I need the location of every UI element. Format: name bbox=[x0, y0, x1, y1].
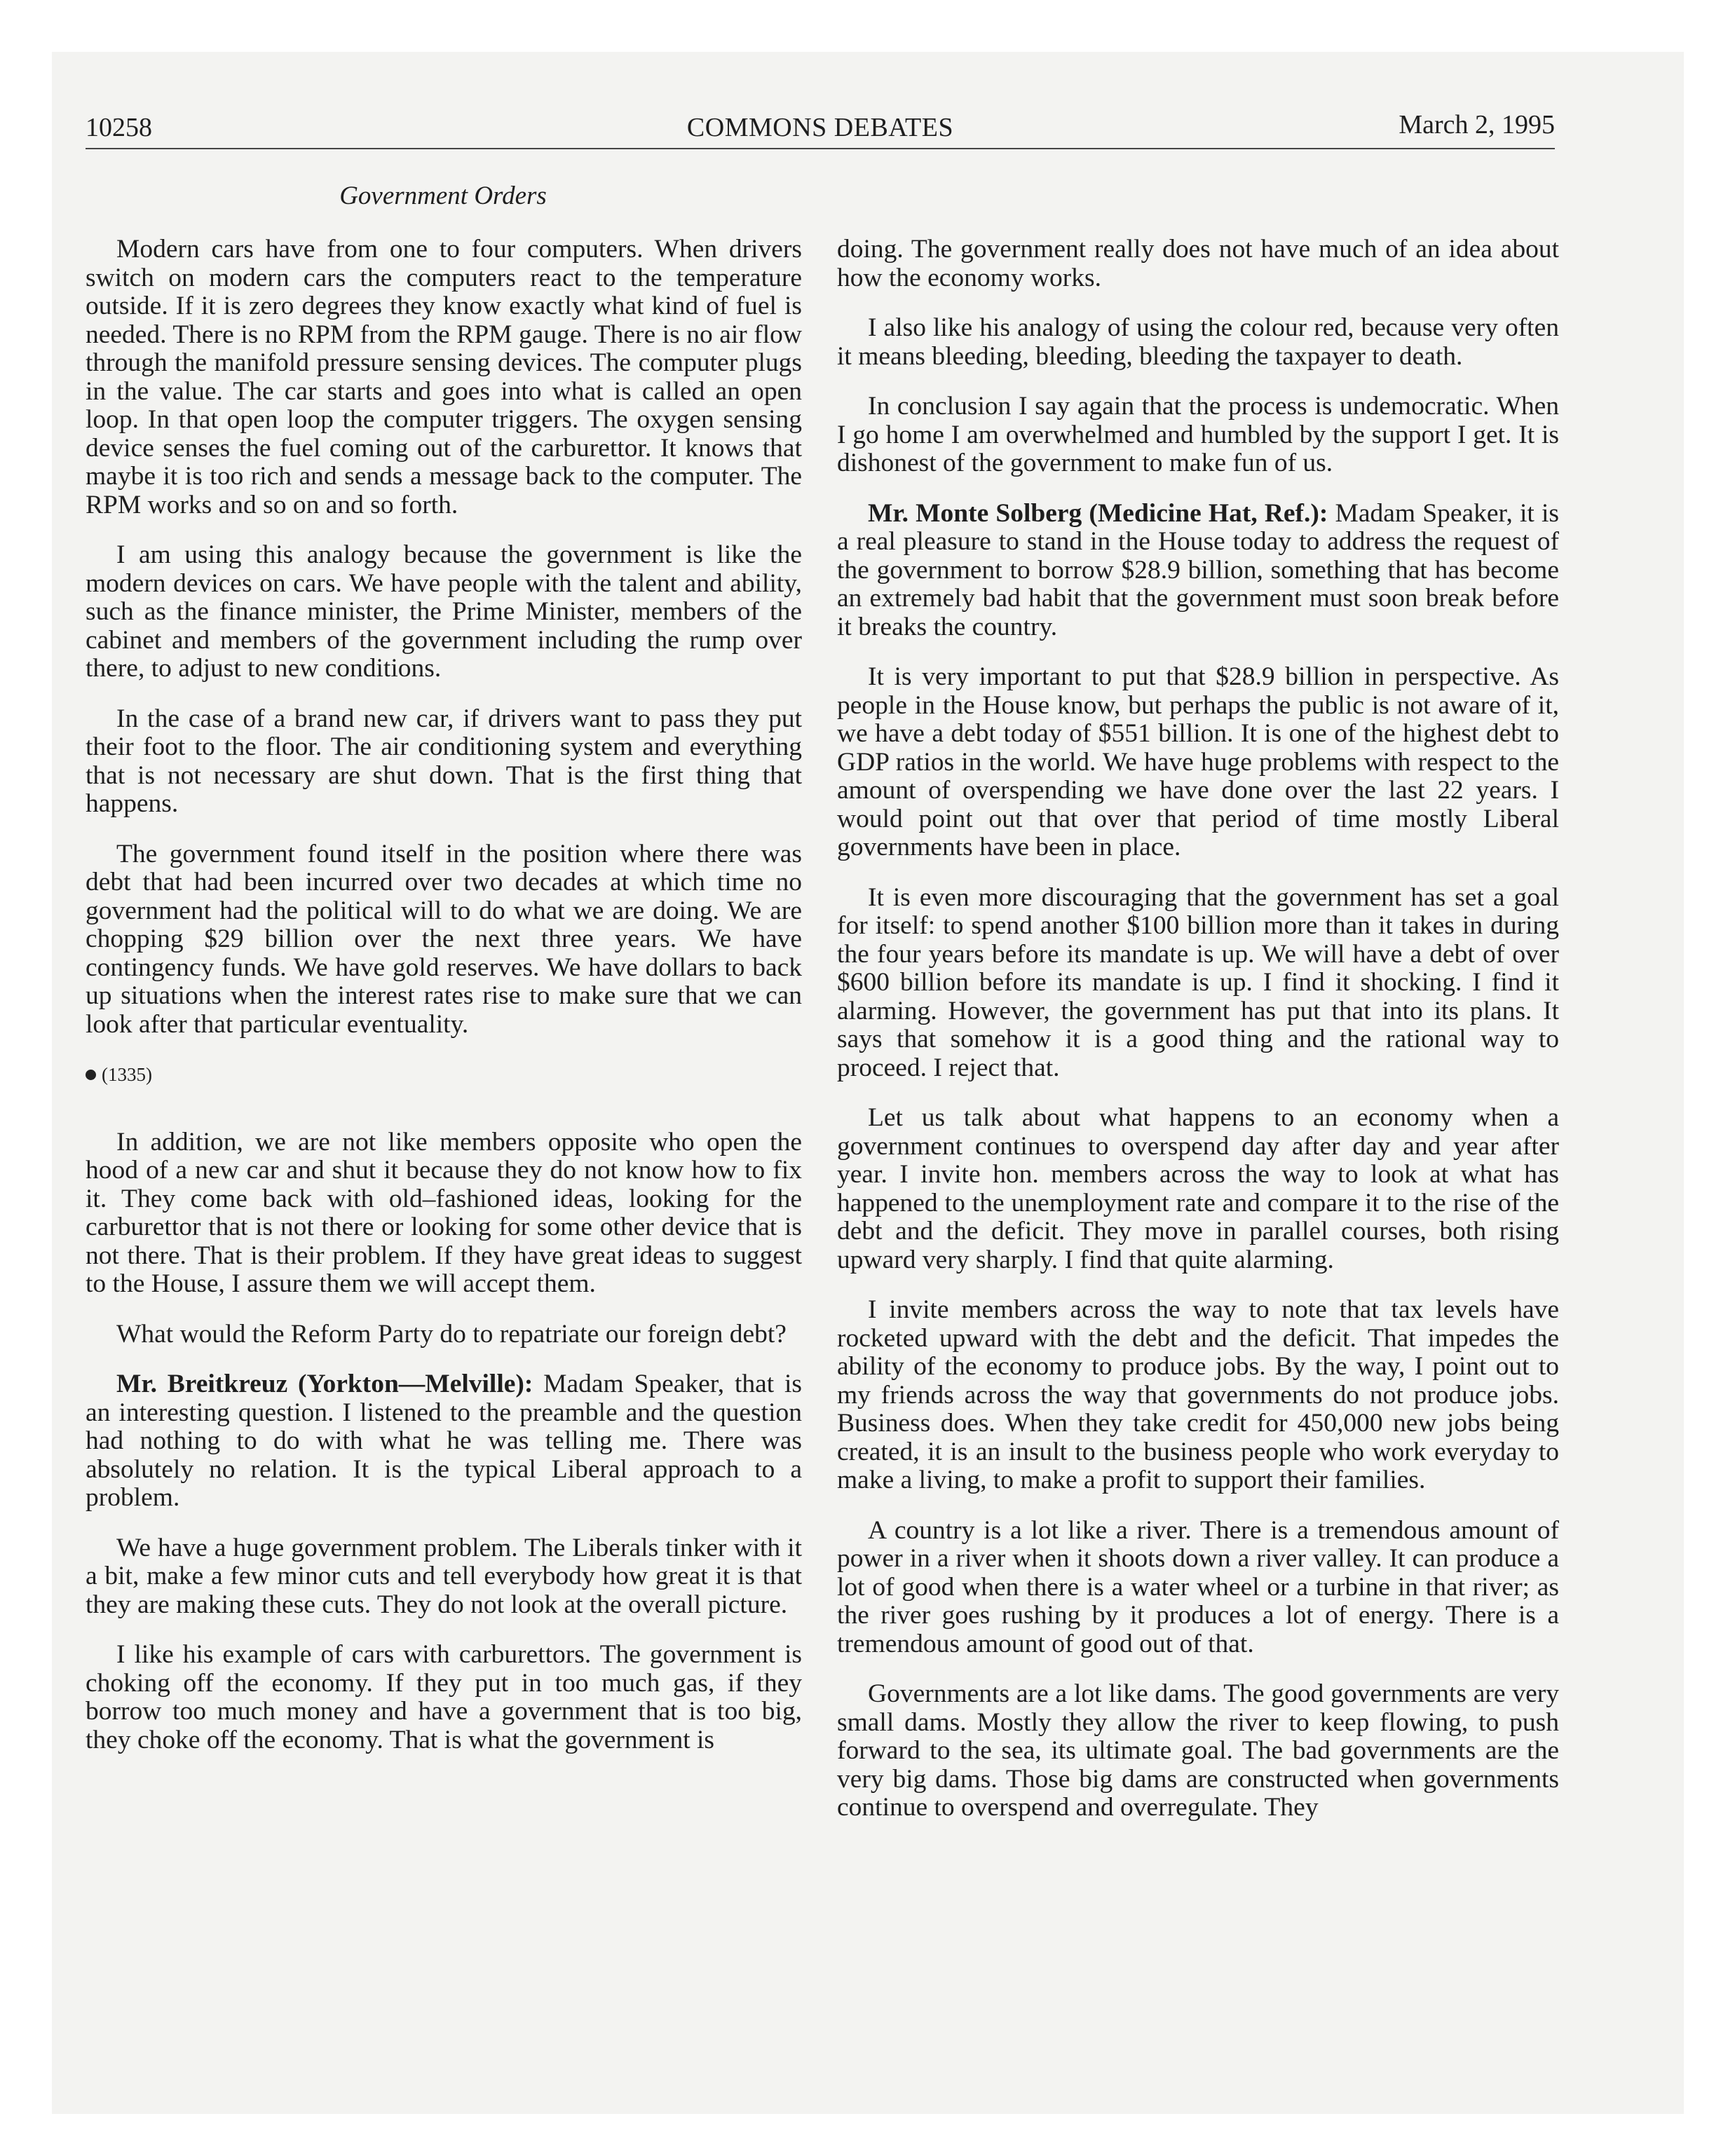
paragraph: Modern cars have from one to four computers. When drivers switch on modern cars the computers react to the temperature outside. If it is zero degrees they know exactly what kind of fuel is needed. There is no RPM from the RPM gauge. There is no air flow through the manifold pressure sensing devices. The computer plugs in the value. The car starts and goes into what is called an open loop. In that open loop the computer triggers. The oxygen sensing device senses the fuel coming out of the carburettor. It knows that maybe it is too rich and sends a message back to the computer. The RPM works and so on and so forth. bbox=[86, 235, 802, 519]
paragraph: Let us talk about what happens to an economy when a government continues to overspend day after day and year after year. I invite hon. members across the way to look at what has happened to the unemployment rate and compare it to the rise of the debt and the deficit. They move in parallel courses, both rising upward very sharply. I find that quite alarming. bbox=[837, 1103, 1559, 1274]
paragraph: It is even more discouraging that the government has set a goal for itself: to spend another $100 billion more than it takes in during the four years before its mandate is up. We will have a debt of over $600 billion before its mandate is up. I find it shocking. I find it alarming. However, the government has put that into its plans. It says that somehow it is a good thing and the rational way to proceed. I reject that. bbox=[837, 882, 1559, 1082]
paragraph: doing. The government really does not have much of an idea about how the economy works. bbox=[837, 235, 1559, 292]
paragraph: I also like his analogy of using the colour red, because very often it means bleeding, bleeding, bleeding the taxpayer to death. bbox=[837, 313, 1559, 371]
speech-text: Madam Speaker, it is a real pleasure to stand in the House today to address the request of the government to borrow $28.9 billion, something that has become an extremely bad habit that the government must soon break before it breaks the country. bbox=[837, 498, 1559, 641]
bullet-icon bbox=[86, 1070, 96, 1080]
header-rule bbox=[86, 148, 1555, 149]
paragraph: Governments are a lot like dams. The good governments are very small dams. Mostly they allow the river to keep flowing, to push forward to the sea, its ultimate goal. The bad governments are the very big dams. Those big dams are constructed when governments continue to overspend and overregulate. They bbox=[837, 1679, 1559, 1822]
paragraph: I invite members across the way to note that tax levels have rocketed upward with the debt and the deficit. That impedes the ability of the economy to produce jobs. By the way, I point out to my friends across the way that governments do not produce jobs. Business does. When they take credit for 450,000 new jobs being created, it is an insult to the business people who work everyday to make a living, to make a profit to support their families. bbox=[837, 1295, 1559, 1494]
paragraph: The government found itself in the position where there was debt that had been incurred over two decades at which time no government had the political will to do what we are doing. We are chopping $29 billion over the next three years. We have contingency funds. We have gold reserves. We have dollars to back up situations when the interest rates rise to make sure that we can look after that particular eventuality. bbox=[86, 839, 802, 1039]
paragraph: We have a huge government problem. The Liberals tinker with it a bit, make a few minor cuts and tell everybody how great it is that they are making these cuts. They do not look at the overall picture. bbox=[86, 1533, 802, 1619]
speech-paragraph bbox=[86, 1370, 802, 1513]
paragraph: What would the Reform Party do to repatriate our foreign debt? bbox=[116, 1319, 787, 1349]
speaker-name: Mr. Breitkreuz (Yorkton—Melville): bbox=[116, 1370, 533, 1398]
left-column bbox=[86, 236, 802, 1776]
page-header bbox=[86, 112, 1555, 151]
paragraph: A country is a lot like a river. There is a tremendous amount of power in a river when it shoots down a river valley. It can produce a lot of good when there is a water wheel or a turbine in that river; as the river goes rushing by it produces a lot of energy. There is a tremendous amount of good out of that. bbox=[837, 1515, 1559, 1658]
paragraph: I like his example of cars with carburettors. The government is choking off the economy. If they put in too much gas, if they borrow too much money and have a government that is too big, they choke off the economy. That is what the government is bbox=[86, 1640, 802, 1754]
paragraph: In the case of a brand new car, if drivers want to pass they put their foot to the floor. The air conditioning system and everything that is not necessary are shut down. That is the first thing that happens. bbox=[86, 704, 802, 818]
paragraph: In addition, we are not like members opposite who open the hood of a new car and shut it because they do not know how to fix it. They come back with old–fashioned ideas, looking for the carburettor that is not there or looking for some other device that is not there. That is their problem. If they have great ideas to suggest to the House, I assure them we will accept them. bbox=[86, 1127, 802, 1298]
paragraph: I am using this analogy because the government is like the modern devices on cars. We have people with the talent and ability, such as the finance minister, the Prime Minister, members of the cabinet and members of the government including the rump over there, to adjust to new conditions. bbox=[86, 540, 802, 683]
speaker-name: Mr. Monte Solberg (Medicine Hat, Ref.): bbox=[868, 498, 1328, 528]
publication-title: COMMONS DEBATES bbox=[686, 113, 954, 142]
section-title: Government Orders bbox=[339, 182, 547, 210]
page-date: March 2, 1995 bbox=[1399, 110, 1555, 139]
page-number: 10258 bbox=[86, 113, 152, 142]
paragraph: In conclusion I say again that the process is undemocratic. When I go home I am overwhelmed and humbled by the support I get. It is dishonest of the government to make fun of us. bbox=[837, 392, 1559, 477]
right-column bbox=[837, 236, 1559, 1844]
time-marker bbox=[86, 1060, 802, 1089]
speech-paragraph bbox=[837, 500, 1559, 642]
speech-text: Madam Speaker, that is an interesting question. I listened to the preamble and the question had nothing to do with what he was telling me. There was absolutely no relation. It is the typical Liberal approach to a problem. bbox=[86, 1370, 802, 1512]
time-marker-text: (1335) bbox=[102, 1064, 152, 1085]
paragraph: It is very important to put that $28.9 billion in perspective. As people in the House know, but perhaps the public is not aware of it, we have a debt today of $551 billion. It is one of the highest debt to GDP ratios in the world. We have huge problems with respect to the amount of overspending we have done over the last 22 years. I would point out that over that period of time mostly Liberal governments have been in place. bbox=[837, 662, 1559, 861]
